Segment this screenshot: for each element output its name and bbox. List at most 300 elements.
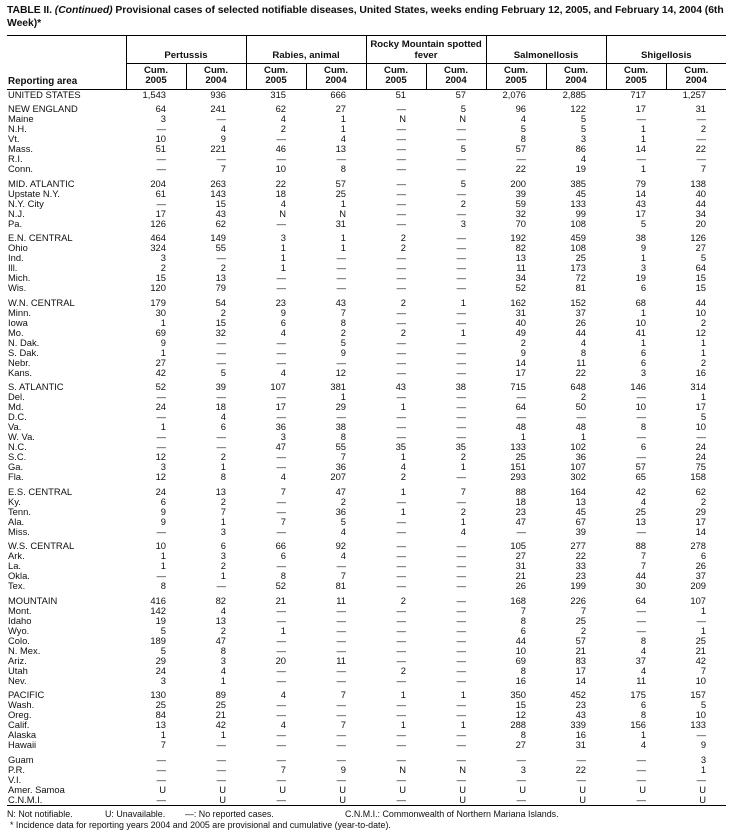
value-cell: 38: [455, 381, 467, 393]
value-cell: 151: [510, 461, 527, 473]
reporting-area-cell: UNITED STATES: [8, 89, 81, 100]
value-cell: 10: [695, 306, 707, 318]
cum-year: 2004: [205, 75, 227, 87]
value-cell: 72: [575, 272, 587, 284]
value-cell: 27: [155, 356, 166, 368]
value-cell: 10: [695, 674, 707, 686]
value-cell: —: [396, 550, 407, 562]
value-cell: 50: [575, 401, 587, 413]
table-row: [7, 382, 726, 392]
value-cell: —: [396, 614, 407, 626]
table-row: [7, 134, 726, 144]
value-cell: 4: [220, 411, 227, 423]
value-cell: 7: [700, 664, 707, 676]
table-row: [7, 740, 726, 750]
value-cell: 5: [580, 123, 587, 135]
value-cell: —: [336, 773, 347, 785]
value-cell: 324: [150, 242, 166, 254]
value-cell: —: [276, 217, 287, 229]
value-cell: 3: [640, 366, 647, 378]
value-cell: 173: [570, 262, 587, 274]
reporting-area-cell: V.I.: [8, 774, 22, 785]
value-cell: 10: [635, 316, 647, 328]
column-group-salmonellosis: Salmonellosis: [486, 35, 606, 63]
value-cell: —: [216, 753, 227, 765]
value-cell: 42: [155, 366, 166, 378]
table-row: [7, 154, 726, 164]
value-cell: —: [156, 525, 166, 537]
value-cell: —: [336, 153, 347, 165]
value-cell: —: [636, 614, 647, 626]
value-cell: —: [396, 709, 407, 721]
col-header-cum-2005-pertussis: [126, 63, 186, 89]
value-cell: 26: [575, 316, 587, 328]
value-cell: 57: [455, 88, 467, 100]
reporting-area-label: Reporting area: [8, 75, 78, 87]
value-cell: 32: [215, 326, 227, 338]
value-cell: —: [456, 664, 467, 676]
value-cell: 133: [570, 197, 587, 209]
value-cell: U: [459, 783, 467, 795]
value-cell: 2: [580, 391, 587, 403]
value-cell: 69: [515, 654, 527, 666]
table-row: [7, 571, 726, 581]
value-cell: —: [396, 604, 407, 616]
value-cell: —: [396, 282, 407, 294]
reporting-area-cell: Colo.: [8, 635, 30, 646]
reporting-area-cell: E.N. CENTRAL: [8, 233, 73, 244]
value-cell: 179: [150, 296, 166, 308]
value-cell: 39: [515, 187, 527, 199]
cum-year: 2005: [145, 75, 167, 87]
value-cell: —: [396, 306, 407, 318]
reporting-area-cell: N.J.: [8, 208, 25, 219]
reporting-area-cell: Guam: [8, 754, 34, 765]
reporting-area-cell: W.N. CENTRAL: [8, 297, 75, 308]
value-cell: —: [636, 773, 647, 785]
value-cell: 14: [635, 143, 647, 155]
reporting-area-cell: Amer. Samoa: [8, 784, 65, 795]
value-cell: —: [396, 177, 407, 189]
value-cell: 10: [155, 133, 166, 145]
value-cell: —: [216, 153, 227, 165]
value-cell: 4: [640, 644, 647, 656]
value-cell: 200: [510, 177, 527, 189]
value-cell: —: [456, 282, 467, 294]
value-cell: 18: [215, 401, 227, 413]
value-cell: —: [516, 753, 527, 765]
value-cell: 12: [515, 709, 527, 721]
value-cell: —: [336, 604, 347, 616]
value-cell: —: [456, 346, 467, 358]
value-cell: 8: [280, 570, 287, 582]
value-cell: —: [456, 644, 467, 656]
reporting-area-cell: Maine: [8, 114, 34, 125]
value-cell: 9: [160, 505, 166, 517]
value-cell: 70: [515, 217, 527, 229]
value-cell: U: [219, 793, 227, 805]
value-cell: —: [456, 421, 467, 433]
value-cell: —: [276, 391, 287, 403]
value-cell: 27: [515, 739, 527, 751]
value-cell: —: [336, 252, 347, 264]
value-cell: 6: [160, 495, 166, 507]
value-cell: 1: [160, 346, 166, 358]
value-cell: 350: [510, 689, 527, 701]
value-cell: 17: [275, 401, 287, 413]
reporting-area-cell: N. Mex.: [8, 645, 41, 656]
value-cell: 61: [155, 187, 166, 199]
value-cell: 192: [510, 232, 527, 244]
value-cell: —: [396, 431, 407, 443]
value-cell: —: [456, 153, 467, 165]
value-cell: 21: [215, 709, 227, 721]
value-cell: —: [216, 356, 227, 368]
value-cell: 96: [515, 103, 527, 115]
reporting-area-cell: Nev.: [8, 675, 27, 686]
col-header-cum-2004-shigellosis: [666, 63, 726, 89]
column-group-pertussis: Pertussis: [126, 35, 246, 63]
value-cell: —: [636, 753, 647, 765]
value-cell: 4: [280, 689, 287, 701]
value-cell: —: [456, 163, 467, 175]
value-cell: 3: [520, 763, 527, 775]
value-cell: 64: [515, 401, 527, 413]
value-cell: 11: [636, 674, 647, 686]
value-cell: —: [636, 431, 647, 443]
value-cell: —: [456, 753, 467, 765]
value-cell: —: [216, 431, 227, 443]
reporting-area-cell: D.C.: [8, 412, 27, 423]
value-cell: —: [576, 773, 587, 785]
value-cell: —: [456, 272, 467, 284]
value-cell: U: [159, 783, 166, 795]
cum-year: 2004: [685, 75, 707, 87]
value-cell: 22: [575, 550, 587, 562]
value-cell: 57: [335, 177, 347, 189]
value-cell: 4: [280, 366, 287, 378]
table-row: [7, 636, 726, 646]
reporting-area-cell: NEW ENGLAND: [8, 104, 78, 115]
value-cell: 34: [515, 272, 527, 284]
value-cell: 31: [695, 103, 707, 115]
value-cell: 102: [570, 441, 587, 453]
table-row: [7, 348, 726, 358]
value-cell: —: [396, 356, 407, 368]
value-cell: 3: [220, 654, 227, 666]
value-cell: 8: [220, 644, 227, 656]
value-cell: 2,076: [502, 88, 527, 100]
value-cell: 1: [220, 570, 227, 582]
table-row: [7, 581, 726, 591]
value-cell: 1: [640, 729, 647, 741]
value-cell: —: [396, 133, 407, 145]
value-cell: 4: [340, 525, 347, 537]
value-cell: 2: [580, 624, 587, 636]
value-cell: 15: [155, 272, 166, 284]
value-cell: 2: [220, 306, 227, 318]
value-cell: 2: [280, 123, 287, 135]
value-cell: 120: [150, 282, 166, 294]
value-cell: 2: [160, 262, 166, 274]
value-cell: 48: [575, 421, 587, 433]
value-cell: 133: [690, 719, 707, 731]
value-cell: —: [396, 634, 407, 646]
value-cell: —: [216, 763, 227, 775]
value-cell: 55: [335, 441, 347, 453]
value-cell: 8: [160, 580, 166, 592]
value-cell: 12: [155, 451, 166, 463]
table-row: [7, 656, 726, 666]
value-cell: 4: [340, 550, 347, 562]
reporting-area-cell: MOUNTAIN: [8, 595, 58, 606]
value-cell: —: [636, 113, 647, 125]
value-cell: —: [456, 431, 467, 443]
value-cell: —: [336, 411, 347, 423]
value-cell: —: [456, 654, 467, 666]
value-cell: —: [156, 763, 166, 775]
table-row: [7, 626, 726, 636]
value-cell: U: [579, 783, 587, 795]
value-cell: —: [336, 664, 347, 676]
value-cell: 5: [340, 336, 347, 348]
reporting-area-cell: Ga.: [8, 462, 24, 473]
footnote-unavailable: U: Unavailable.: [105, 808, 166, 819]
table-row: [7, 700, 726, 710]
cum-label: Cum.: [324, 64, 348, 76]
value-cell: —: [216, 113, 227, 125]
value-cell: 25: [215, 699, 227, 711]
value-cell: 7: [280, 515, 287, 527]
value-cell: 7: [160, 739, 166, 751]
value-cell: 1: [460, 296, 467, 308]
value-cell: 19: [155, 614, 166, 626]
value-cell: 3: [280, 232, 287, 244]
value-cell: 108: [570, 217, 587, 229]
value-cell: —: [456, 739, 467, 751]
value-cell: 8: [520, 614, 527, 626]
value-cell: —: [456, 123, 467, 135]
value-cell: 21: [575, 644, 587, 656]
value-cell: 126: [690, 232, 707, 244]
value-cell: —: [456, 699, 467, 711]
value-cell: 44: [695, 197, 707, 209]
value-cell: 4: [280, 326, 287, 338]
value-cell: 4: [520, 113, 527, 125]
value-cell: 1: [220, 461, 227, 473]
value-cell: 6: [220, 421, 227, 433]
table-title-rest: Provisional cases of selected notifiable diseases, United States, weeks ending February 12, 2005, and February 14, 2004 (6th Week)*: [7, 5, 724, 29]
value-cell: 8: [580, 346, 587, 358]
value-cell: 277: [570, 540, 587, 552]
value-cell: —: [396, 197, 407, 209]
value-cell: 68: [635, 296, 647, 308]
value-cell: 47: [215, 634, 227, 646]
table-row: [7, 507, 726, 517]
value-cell: 17: [635, 207, 647, 219]
value-cell: 40: [695, 187, 707, 199]
table-row: [7, 710, 726, 720]
table-row: [7, 124, 726, 134]
value-cell: 6: [520, 624, 527, 636]
value-cell: 5: [580, 113, 587, 125]
reporting-area-cell: Kans.: [8, 367, 32, 378]
value-cell: —: [456, 411, 467, 423]
value-cell: 164: [570, 485, 587, 497]
value-cell: 42: [635, 485, 647, 497]
reporting-area-cell: Wyo.: [8, 625, 30, 636]
value-cell: 2: [340, 326, 347, 338]
value-cell: 62: [695, 485, 707, 497]
value-cell: —: [456, 773, 467, 785]
value-cell: 44: [575, 326, 587, 338]
value-cell: 21: [275, 594, 287, 606]
value-cell: 64: [155, 103, 166, 115]
value-cell: —: [216, 580, 227, 592]
value-cell: 3: [220, 550, 227, 562]
value-cell: U: [699, 783, 707, 795]
value-cell: U: [519, 783, 527, 795]
value-cell: 88: [635, 540, 647, 552]
value-cell: U: [639, 783, 647, 795]
value-cell: 143: [210, 187, 227, 199]
value-cell: 1: [640, 123, 647, 135]
value-cell: U: [219, 783, 227, 795]
value-cell: 8: [640, 709, 647, 721]
table-row: [7, 541, 726, 551]
value-cell: 1: [160, 550, 166, 562]
col-header-cum-2004-rocky-mountain-spotted-fever: [426, 63, 486, 89]
table-row: [7, 209, 726, 219]
value-cell: 84: [155, 709, 166, 721]
reporting-area-cell: N.C.: [8, 442, 27, 453]
table-row: [7, 243, 726, 253]
value-cell: —: [396, 580, 407, 592]
reporting-area-cell: Utah: [8, 665, 28, 676]
value-cell: 44: [515, 634, 527, 646]
value-cell: 1,257: [682, 88, 707, 100]
value-cell: —: [276, 699, 287, 711]
value-cell: 5: [700, 699, 707, 711]
value-cell: 37: [695, 570, 707, 582]
value-cell: 7: [340, 451, 347, 463]
value-cell: —: [456, 207, 467, 219]
value-cell: 4: [280, 197, 287, 209]
value-cell: 6: [640, 346, 647, 358]
value-cell: —: [456, 580, 467, 592]
value-cell: 9: [340, 346, 347, 358]
value-cell: —: [156, 441, 166, 453]
value-cell: 459: [570, 232, 587, 244]
table-row: [7, 596, 726, 606]
value-cell: —: [216, 252, 227, 264]
value-cell: —: [456, 471, 467, 483]
reporting-area-cell: Ark.: [8, 551, 25, 562]
value-cell: —: [276, 560, 287, 572]
value-cell: 1: [160, 560, 166, 572]
value-cell: N: [399, 763, 407, 775]
value-cell: 82: [215, 594, 227, 606]
value-cell: 6: [220, 540, 227, 552]
value-cell: 241: [210, 103, 227, 115]
value-cell: 385: [570, 177, 587, 189]
value-cell: 1: [340, 232, 347, 244]
value-cell: 2: [400, 326, 407, 338]
value-cell: —: [396, 654, 407, 666]
value-cell: 29: [695, 505, 707, 517]
table-row: [7, 402, 726, 412]
value-cell: 3: [220, 525, 227, 537]
reporting-area-cell: Md.: [8, 402, 24, 413]
value-cell: —: [636, 451, 647, 463]
value-cell: 39: [215, 381, 227, 393]
value-cell: 9: [160, 515, 166, 527]
value-cell: 67: [575, 515, 587, 527]
value-cell: 81: [575, 282, 587, 294]
value-cell: 2: [460, 197, 467, 209]
value-cell: 31: [575, 739, 587, 751]
value-cell: 5: [340, 515, 347, 527]
value-cell: 17: [635, 103, 647, 115]
value-cell: 133: [510, 441, 527, 453]
table-row: [7, 462, 726, 472]
table-row: [7, 338, 726, 348]
value-cell: 21: [515, 570, 527, 582]
value-cell: 36: [275, 421, 287, 433]
value-cell: —: [276, 133, 287, 145]
value-cell: —: [456, 187, 467, 199]
reporting-area-cell: N. Dak.: [8, 337, 40, 348]
value-cell: 2: [220, 262, 227, 274]
cum-label: Cum.: [684, 64, 709, 76]
reporting-area-cell: Alaska: [8, 730, 37, 741]
reporting-area-cell: Iowa: [8, 317, 28, 328]
value-cell: 20: [695, 217, 707, 229]
cum-year: 2005: [265, 75, 287, 87]
col-header-cum-2005-rocky-mountain-spotted-fever: [366, 63, 426, 89]
value-cell: 107: [270, 381, 287, 393]
value-cell: —: [276, 644, 287, 656]
value-cell: 16: [575, 729, 587, 741]
reporting-area-cell: Miss.: [8, 526, 30, 537]
table-title-continued: (Continued): [54, 5, 116, 16]
value-cell: N: [279, 207, 287, 219]
value-cell: 25: [515, 451, 527, 463]
value-cell: 207: [330, 471, 347, 483]
value-cell: 1: [700, 391, 707, 403]
value-cell: —: [456, 336, 467, 348]
value-cell: —: [516, 525, 527, 537]
value-cell: 15: [695, 282, 707, 294]
value-cell: 1: [460, 326, 467, 338]
table-header: [7, 35, 726, 89]
value-cell: 13: [215, 272, 227, 284]
value-cell: 39: [575, 525, 587, 537]
cum-label: Cum.: [444, 64, 468, 76]
table-row: [7, 114, 726, 124]
value-cell: 122: [570, 103, 587, 115]
reporting-area-cell: S.C.: [8, 452, 27, 463]
value-cell: 1: [700, 336, 707, 348]
value-cell: —: [156, 411, 166, 423]
value-cell: —: [456, 550, 467, 562]
value-cell: 2: [700, 316, 707, 328]
value-cell: 7: [340, 719, 347, 731]
value-cell: —: [396, 163, 407, 175]
value-cell: —: [396, 123, 407, 135]
value-cell: —: [156, 153, 166, 165]
cum-year: 2004: [565, 75, 587, 87]
